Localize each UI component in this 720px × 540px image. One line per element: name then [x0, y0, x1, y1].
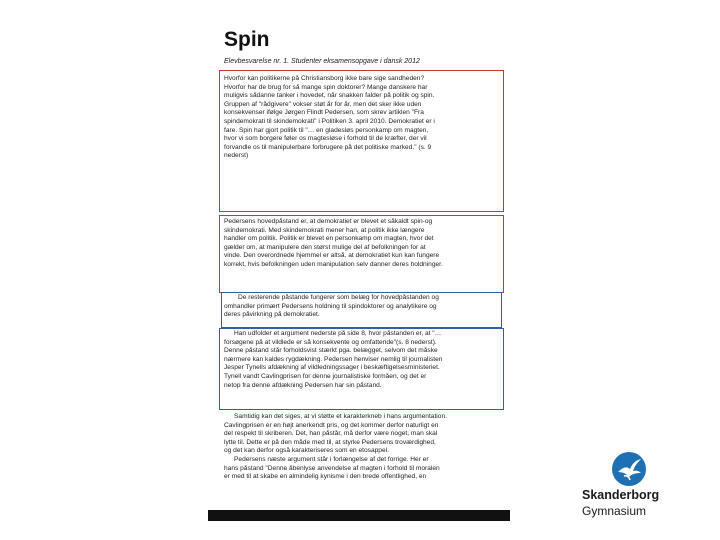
text-line: Han udfolder et argument nederste på side 8, hvor påstanden er, at "… [234, 330, 442, 337]
text-line: lytte til. Dette er på den måde med til, at styrke Pedersens troværdighed, [224, 438, 436, 446]
text-line: fare. Spin har gjort politik til "… en gladesløs personkamp om magten, [224, 126, 429, 134]
text-line: De resterende påstande fungerer som belæg for hovedpåstanden og [238, 294, 439, 301]
text-line: omhandler primært Pedersens holdning til spindoktorer og analytikere og [224, 302, 437, 310]
text-line: Tynell vandt Cavlingprisen for denne journalistiske formåen, og det er [224, 372, 427, 380]
logo-subtitle: Gymnasium [582, 504, 647, 518]
text-line: deres påvirkning på demokratiet. [224, 311, 320, 319]
school-logo [582, 450, 702, 520]
document-bottom-bar [208, 510, 510, 521]
text-line: vinde. Den overordnede hjemmel er altså, at demokratiet kun kan fungere [224, 252, 440, 260]
text-line: Hvorfor har de brug for så mange spin doktorer? Mange danskere har [224, 83, 428, 91]
text-line: skindemokrati. Med skindemokrati mener han, at politik ikke længere [224, 226, 425, 234]
text-line: Jesper Tynells afdækning af vildledningssager i beskæftigelsesministeriet. [224, 364, 440, 372]
text-line: korrekt, hvis befolkningen uden manipulation selv danner deres holdninger. [224, 260, 443, 268]
text-line: del respekt til skriberen. Det, han påstår, må derfor være noget, man skal [224, 430, 438, 438]
text-line: konsekvenser ifølge Jørgen Flindt Pedersen, som skrev artiklen "Fra [224, 109, 424, 117]
document-title: Spin [224, 28, 270, 51]
paragraph-intro [224, 75, 499, 161]
text-line: gælder om, at manipulere den størst mulige del af befolkningen for at [224, 243, 426, 251]
text-line: Cavlingprisen er en højt anerkendt pris, og det kommer derfor naturligt en [224, 421, 439, 429]
text-line: Denne påstand står forholdsvist stærkt pga. belægget, selvom det måske [224, 347, 438, 355]
text-line: forvandle os til manipulerbare forbrugere på det politiske marked." (s. 9 [224, 143, 432, 151]
text-line: hvor vi som borgere føler os magtesløse i forhold til de kræfter, der vil [224, 135, 427, 143]
paragraph-main-claim [224, 218, 499, 270]
text-line: netop fra denne afdækning Pedersen har sin påstand. [224, 381, 382, 389]
text-line: forsøgene på at vildlede er så konsekvente og omfattende"(s. 8 nederst). [224, 338, 437, 346]
paragraph-argument [224, 330, 499, 390]
text-line: Gruppen af "rådgivere" vokser støt år for år, men det sker ikke uden [224, 100, 422, 108]
text-line: nærmere kan kaldes rygdækning. Pedersen henviser nemlig til journalisten [224, 355, 443, 363]
text-line: Hvorfor kan politikerne på Christiansborg ikke bare sige sandheden? [224, 75, 425, 82]
text-line: nederst) [224, 152, 249, 160]
text-line: muligvis sådanne tanker i hovedet, når snakken falder på politik og spin. [224, 92, 435, 100]
document-subtitle: Elevbesvarelse nr. 1. Studenter eksamensopgave i dansk 2012 [224, 58, 420, 65]
text-line: Pedersens næste argument står i forlængelse af det forrige. Her er [234, 455, 429, 463]
text-line: spindemokrati til skindemokrati" i Politiken 3. april 2010. Demokratiet er i [224, 117, 435, 125]
paragraph-ethos [224, 413, 499, 482]
text-line: er med til at skabe en almindelig kynisme i den brede offentlighed, en [224, 473, 427, 481]
logo-name: Skanderborg [582, 488, 660, 502]
document-page [208, 20, 510, 520]
text-line: hans påstand "Denne åbenlyse anvendelse af magten i forhold til moralen [224, 464, 440, 472]
text-line: handler om politik. Politik er blevet en personkamp om magten, hvor det [224, 235, 434, 243]
paragraph-sub-claims [224, 294, 499, 320]
text-line: og det kan derfor også karakteriseres som en etosappel. [224, 447, 389, 455]
text-line: Samtidig kan det siges, at vi støtte et karakterkneb i hans argumentation. [234, 413, 447, 420]
skanderborg-swallow-logo-icon [610, 450, 648, 488]
text-line: Pedersens hovedpåstand er, at demokratiet er blevet et såkaldt spin-og [224, 218, 433, 225]
